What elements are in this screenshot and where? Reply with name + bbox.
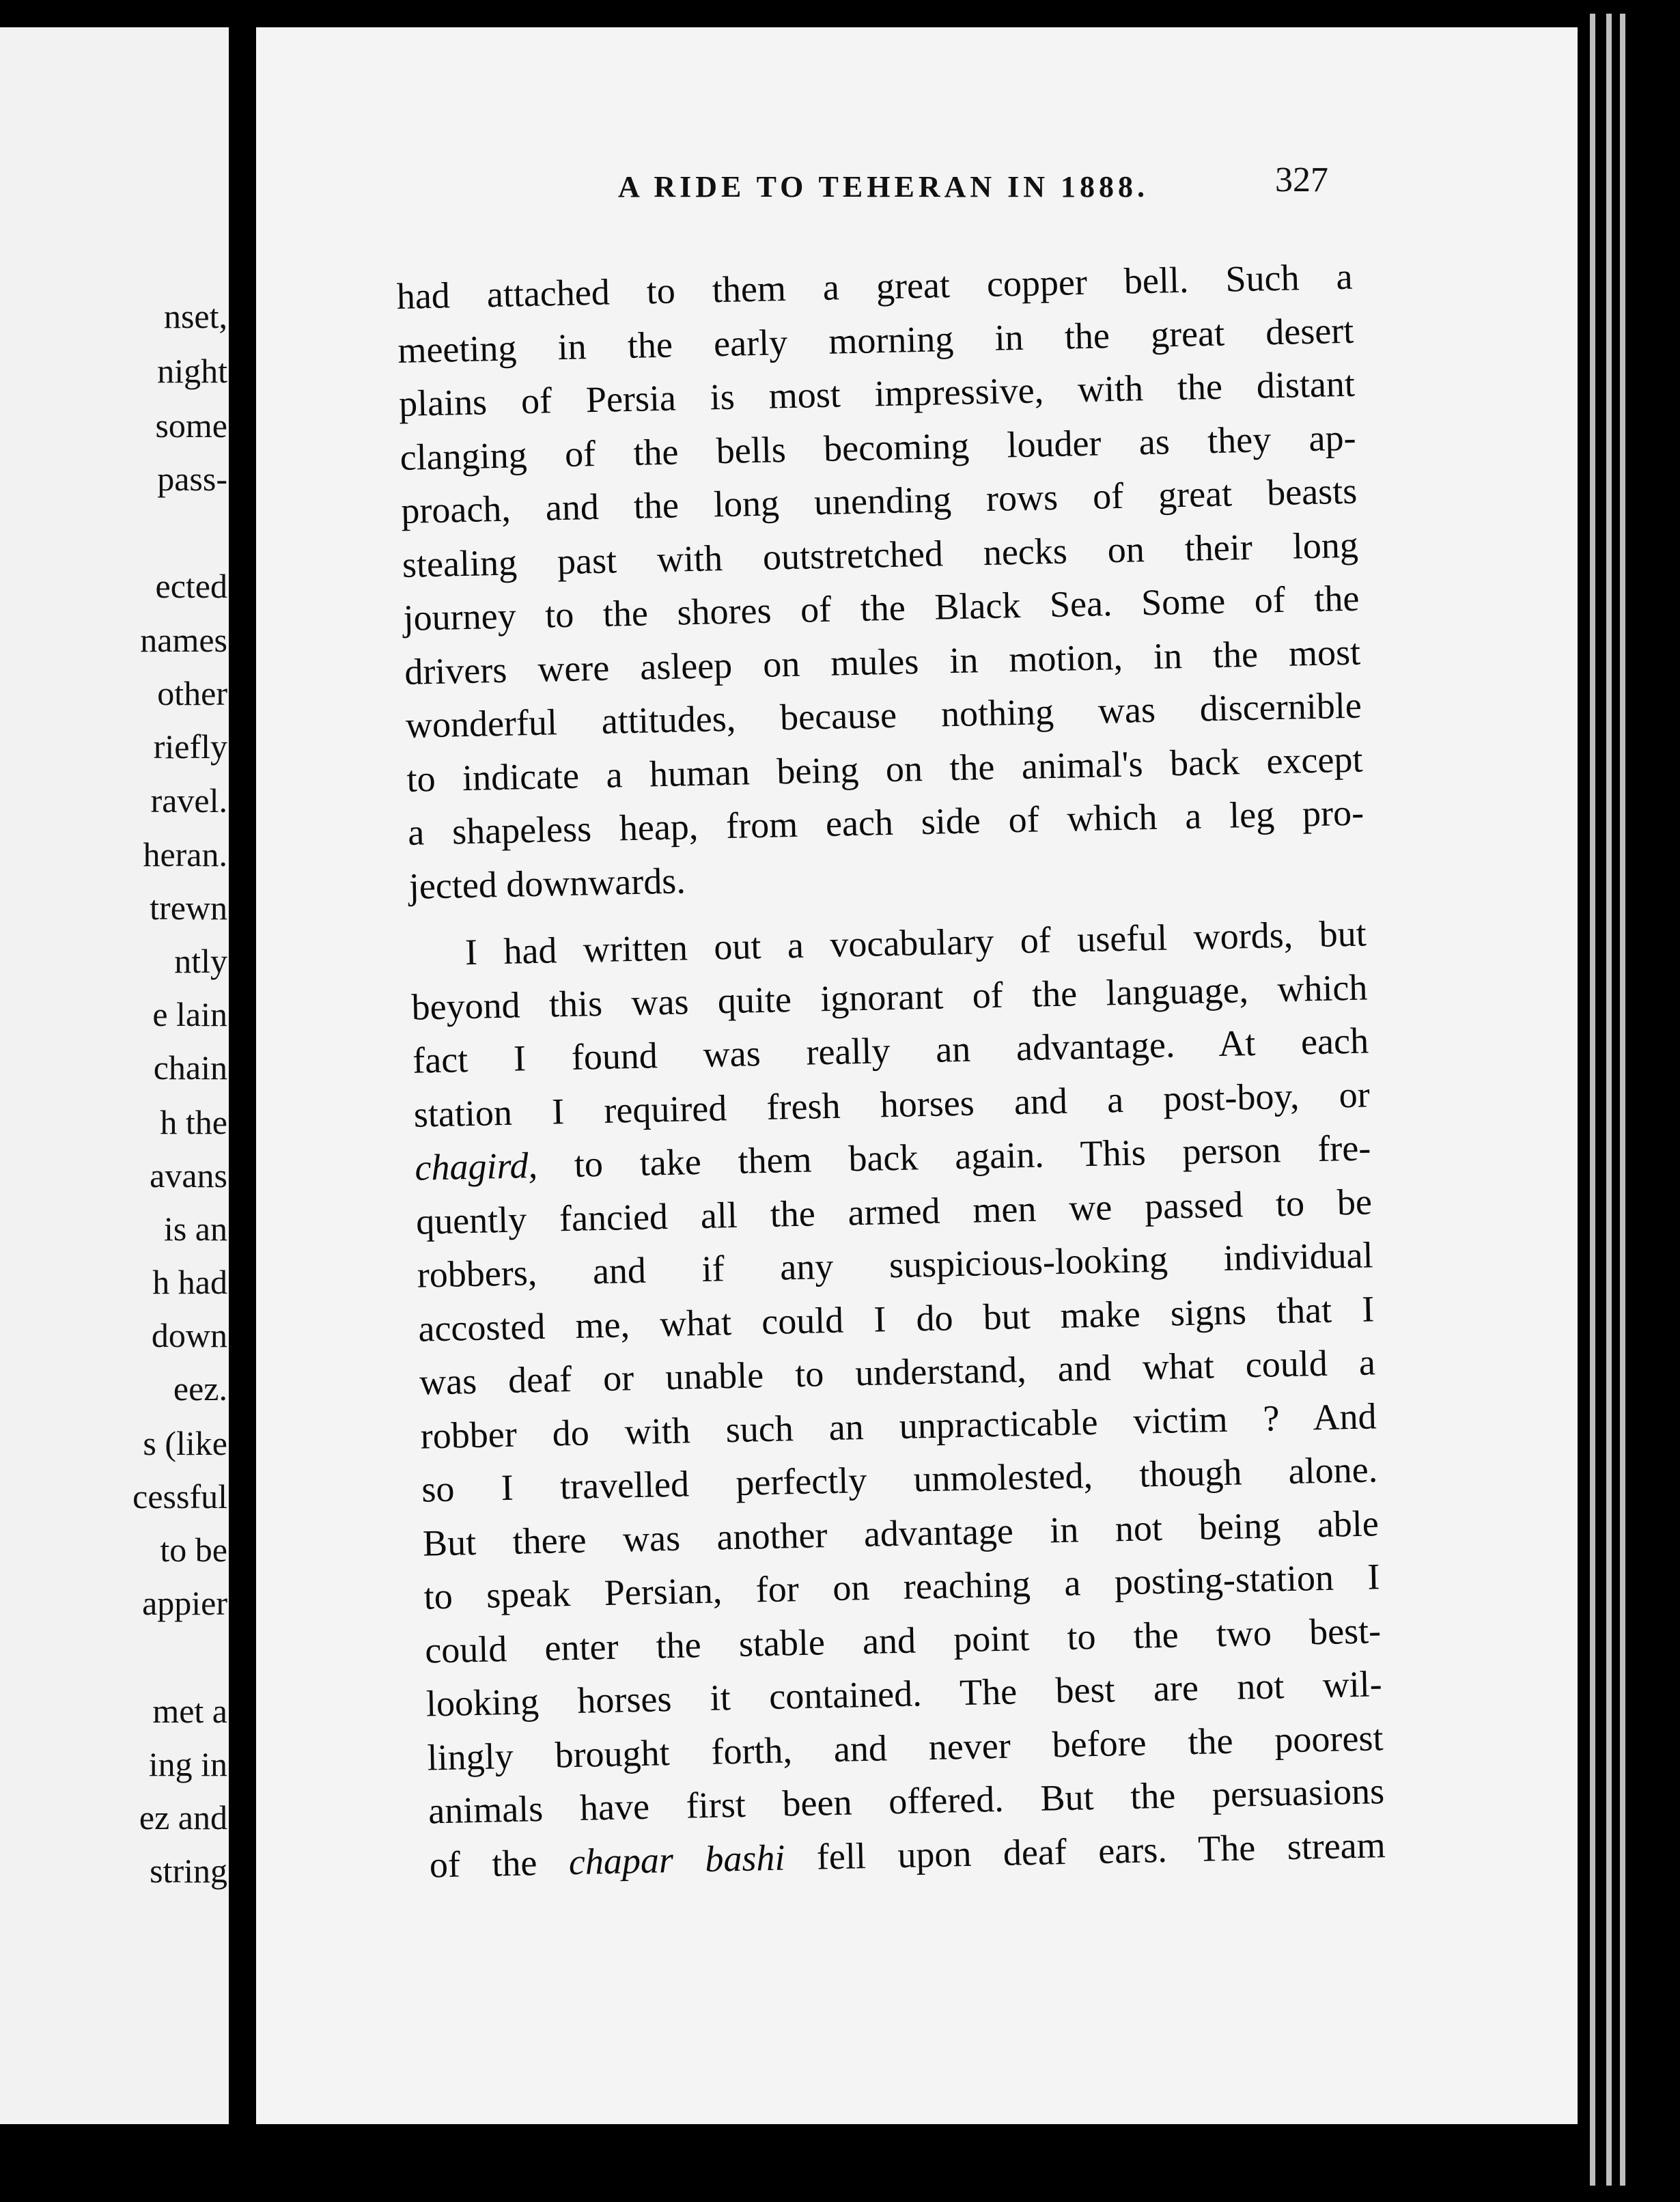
- text-span: to take them back again. This person fre-: [537, 1127, 1371, 1186]
- body-text: [396, 250, 1386, 1892]
- left-fragment-line: string: [150, 1852, 227, 1890]
- text-line: animals have first been offered. But the persuasions: [428, 1770, 1385, 1832]
- text-span: fell upon deaf ears. The stream: [784, 1824, 1386, 1878]
- left-fragment-line: other: [157, 674, 227, 712]
- text-line: station I required fresh horses and a post-boy, or: [413, 1073, 1371, 1135]
- left-fragment-line: riefly: [153, 727, 227, 766]
- text-line: robber do with such an unpracticable victim ? And: [420, 1395, 1377, 1457]
- left-fragment-line: ravel.: [150, 781, 227, 820]
- text-line: meeting in the early morning in the great desert: [397, 309, 1354, 371]
- left-fragment-line: heran.: [143, 835, 227, 874]
- left-fragment-line: ez and: [139, 1798, 227, 1837]
- left-page-fragment: [0, 27, 229, 2124]
- left-fragment-line: pass-: [157, 460, 227, 498]
- italic-phrase: chapar bashi: [568, 1837, 786, 1882]
- book-gutter: [229, 0, 256, 2202]
- left-fragment-line: s (like: [143, 1424, 227, 1462]
- text-line: beyond this was quite ignorant of the language, which: [410, 966, 1368, 1028]
- edge-stripe: [1590, 14, 1595, 2186]
- left-fragment-line: e lain: [152, 995, 227, 1033]
- page-number: 327: [1275, 161, 1328, 199]
- running-head: [359, 161, 1328, 217]
- text-line: quently fancied all the armed men we passed to be: [415, 1180, 1373, 1242]
- text-line: wonderful attitudes, because nothing was discernible: [405, 684, 1362, 746]
- left-fragment-line: is an: [163, 1210, 227, 1248]
- left-fragment-line: night: [157, 352, 227, 390]
- text-line: a shapeless heap, from each side of which a leg pro-: [407, 792, 1364, 853]
- left-fragment-line: nset,: [163, 297, 227, 335]
- left-fragment-line: chain: [153, 1048, 227, 1087]
- text-line: I had written out a vocabulary of useful words, but: [464, 912, 1367, 973]
- left-fragment-line: trewn: [150, 889, 227, 927]
- text-line: could enter the stable and point to the two best-: [424, 1609, 1382, 1671]
- text-line: clanging of the bells becoming louder as they ap-: [400, 417, 1357, 478]
- text-line: accosted me, what could I do but make signs that I: [417, 1287, 1375, 1350]
- text-span: of the: [429, 1841, 570, 1885]
- edge-stripe: [1606, 14, 1612, 2186]
- left-fragment-line: ected: [155, 567, 227, 605]
- text-line: journey to the shores of the Black Sea. Some of the: [403, 577, 1360, 639]
- text-line: to speak Persian, for on reaching a posting-station I: [423, 1556, 1381, 1617]
- page-edge: [1578, 0, 1653, 2202]
- italic-word: chagird,: [414, 1144, 538, 1188]
- text-line: was deaf or unable to understand, and what could a: [419, 1341, 1376, 1403]
- left-fragment-line: appier: [142, 1584, 227, 1622]
- text-line: plains of Persia is most impressive, with the distant: [398, 363, 1356, 424]
- text-line: But there was another advantage in not being able: [422, 1502, 1380, 1564]
- text-line: looking horses it contained. The best are not wil-: [425, 1663, 1383, 1725]
- text-line: so I travelled perfectly unmolested, though alone.: [421, 1449, 1378, 1510]
- text-line: lingly brought forth, and never before the poorest: [426, 1716, 1384, 1779]
- edge-stripe: [1620, 14, 1625, 2186]
- left-fragment-line: down: [151, 1316, 227, 1354]
- left-fragment-line: cessful: [132, 1477, 227, 1516]
- left-fragment-line: h the: [160, 1103, 227, 1141]
- text-line: had attached to them a great copper bell. Such a: [396, 255, 1354, 317]
- text-line: to indicate a human being on the animal's back except: [406, 738, 1363, 800]
- left-fragment-line: to be: [160, 1531, 227, 1569]
- left-fragment-line: h had: [152, 1263, 227, 1301]
- left-fragment-line: met a: [152, 1692, 227, 1730]
- left-fragment-line: some: [155, 406, 227, 445]
- left-fragment-line: avans: [150, 1156, 227, 1195]
- text-line: stealing past with outstretched necks on their long: [402, 524, 1359, 585]
- left-fragment-line: ing in: [148, 1745, 227, 1783]
- text-line: proach, and the long unending rows of great beasts: [400, 470, 1358, 531]
- left-fragment-line: eez.: [173, 1369, 227, 1408]
- left-fragment-line: ntly: [174, 942, 227, 980]
- text-line: fact I found was really an advantage. At each: [412, 1020, 1369, 1081]
- text-line: drivers were asleep on mules in motion, in the most: [404, 631, 1361, 693]
- text-line: robbers, and if any suspicious-looking individual: [417, 1234, 1374, 1296]
- running-title: A RIDE TO TEHERAN IN 1888.: [618, 170, 1149, 204]
- left-fragment-line: names: [140, 621, 227, 659]
- text-line: jected downwards.: [408, 859, 686, 907]
